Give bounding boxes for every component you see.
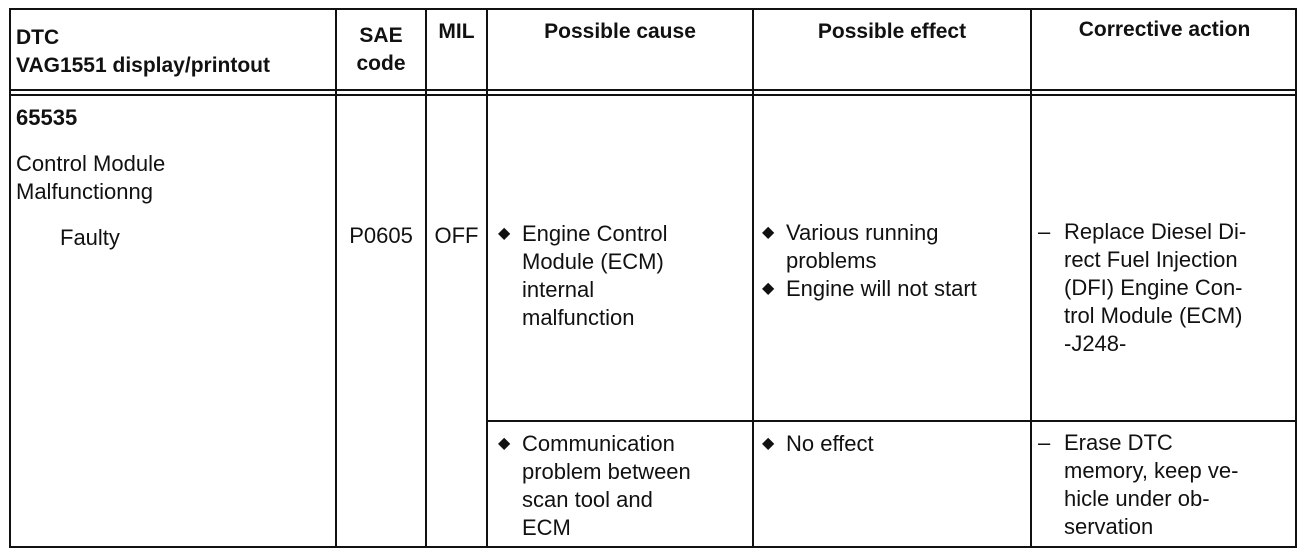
action-cell-2 xyxy=(1034,429,1296,541)
effect-line: Engine will not start xyxy=(786,276,977,301)
dtc-cell xyxy=(16,104,331,252)
action-item xyxy=(1034,429,1296,541)
dash-bullet-icon: – xyxy=(1038,219,1051,244)
action-line: hicle under ob- xyxy=(1064,486,1210,511)
cause-line: malfunction xyxy=(522,305,635,330)
effect-cell-2 xyxy=(756,430,1028,458)
header-effect-label: Possible effect xyxy=(817,20,967,43)
dtc-condition: Faulty xyxy=(60,225,120,250)
action-line: Replace Diesel Di- xyxy=(1064,219,1247,244)
header-divider xyxy=(9,89,1297,91)
header-dtc xyxy=(16,24,331,80)
action-list-2 xyxy=(1034,429,1296,541)
effect-item xyxy=(756,430,1028,458)
effect-list-2 xyxy=(756,430,1028,458)
header-dtc-line1: DTC xyxy=(16,26,60,49)
action-line: Erase DTC xyxy=(1064,430,1173,455)
header-sae xyxy=(337,22,425,78)
header-cause xyxy=(488,18,752,46)
action-cell-1 xyxy=(1034,218,1296,358)
cause-list-2 xyxy=(492,430,750,542)
action-item xyxy=(1034,218,1296,358)
header-sae-line1: SAE xyxy=(359,24,403,47)
cause-line: Communication xyxy=(522,431,675,456)
header-cause-label: Possible cause xyxy=(544,20,696,43)
cause-line: internal xyxy=(522,277,595,302)
dtc-desc-line1: Control Module xyxy=(16,151,166,176)
header-sae-line2: code xyxy=(356,52,406,75)
subrow-divider xyxy=(486,420,1297,422)
sae-code: P0605 xyxy=(349,223,413,248)
cause-line: Engine Control xyxy=(522,221,668,246)
col-divider-dtc xyxy=(335,8,337,548)
col-divider-cause xyxy=(752,8,754,548)
effect-line: Various running xyxy=(786,220,939,245)
cause-cell-2 xyxy=(492,430,750,542)
cause-line: Module (ECM) xyxy=(522,249,664,274)
header-action-label: Corrective action xyxy=(1078,18,1251,41)
effect-item xyxy=(756,275,1028,303)
action-line: (DFI) Engine Con- xyxy=(1064,275,1243,300)
action-line: rect Fuel Injection xyxy=(1064,247,1238,272)
diamond-bullet-icon: ◆ xyxy=(498,225,511,242)
col-divider-mil xyxy=(486,8,488,548)
cause-cell-1 xyxy=(492,220,750,332)
col-divider-effect xyxy=(1030,8,1032,548)
diamond-bullet-icon: ◆ xyxy=(498,435,511,452)
action-line: memory, keep ve- xyxy=(1064,458,1239,483)
effect-line: No effect xyxy=(786,431,874,456)
action-line: -J248- xyxy=(1064,331,1127,356)
cause-list-1 xyxy=(492,220,750,332)
effect-cell-1 xyxy=(756,219,1028,303)
effect-list-1 xyxy=(756,219,1028,303)
mil-status: OFF xyxy=(434,223,479,248)
cause-item xyxy=(492,220,750,332)
dtc-number: 65535 xyxy=(16,105,78,130)
header-action xyxy=(1032,16,1297,44)
cause-line: ECM xyxy=(522,515,571,540)
cause-line: scan tool and xyxy=(522,487,653,512)
diamond-bullet-icon: ◆ xyxy=(762,435,775,452)
col-divider-sae xyxy=(425,8,427,548)
effect-item xyxy=(756,219,1028,275)
header-dtc-line2: VAG1551 display/printout xyxy=(16,54,270,77)
cause-item xyxy=(492,430,750,542)
header-divider-2 xyxy=(9,94,1297,96)
diamond-bullet-icon: ◆ xyxy=(762,280,775,297)
action-line: servation xyxy=(1064,514,1154,539)
dash-bullet-icon: – xyxy=(1038,430,1051,455)
action-list-1 xyxy=(1034,218,1296,358)
header-mil-label: MIL xyxy=(438,20,475,43)
action-line: trol Module (ECM) xyxy=(1064,303,1243,328)
dtc-desc-line2: Malfunctionng xyxy=(16,179,153,204)
header-effect xyxy=(754,18,1030,46)
header-mil xyxy=(427,18,486,46)
cause-line: problem between xyxy=(522,459,691,484)
diamond-bullet-icon: ◆ xyxy=(762,224,775,241)
effect-line: problems xyxy=(786,248,877,273)
